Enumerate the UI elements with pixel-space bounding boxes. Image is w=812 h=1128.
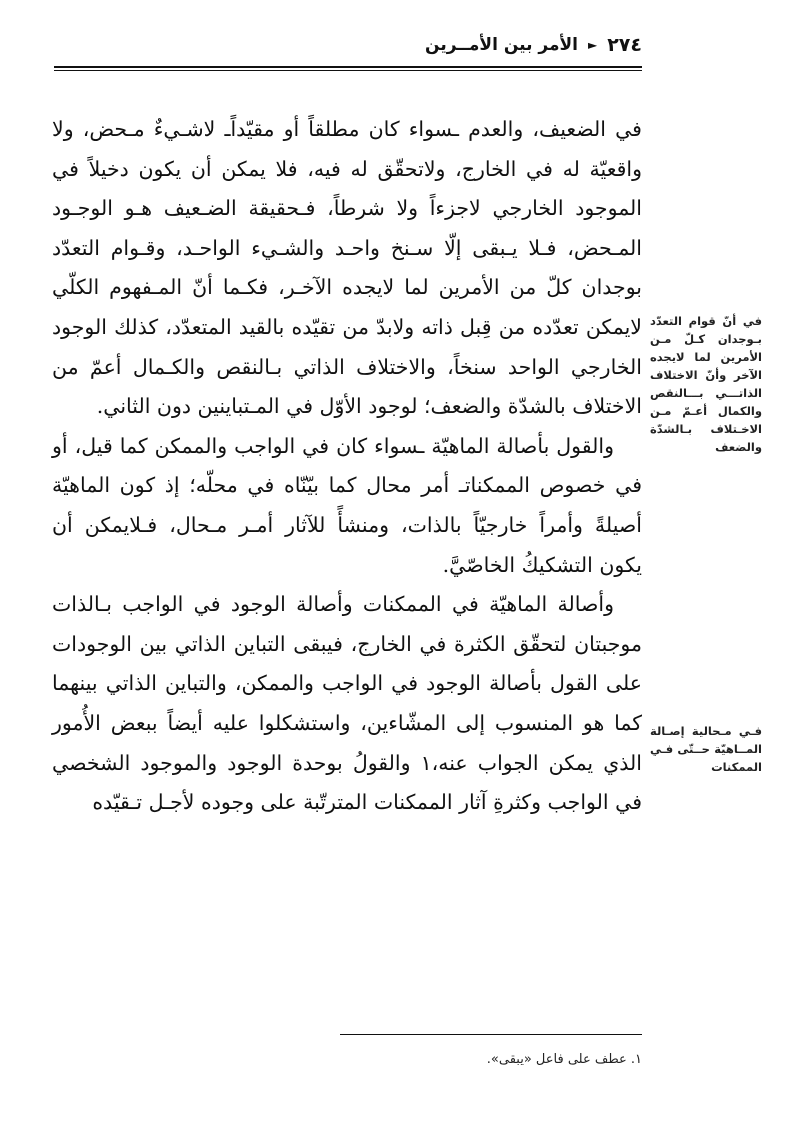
margin-note: فـي مـحالية إصـالة المــاهيّة حــتّى فـي الممكنات bbox=[650, 724, 762, 774]
header-rule bbox=[54, 66, 642, 68]
margin-note: في أنّ قوام التعدّد بـوجدان كـلّ مـن الأمرين لما لايجده الآخر وأنّ الاختلاف الذاتـــي بـــالنقص والكمال أعـمّ مـن الاخـتلاف بـالشدّة والضعف bbox=[650, 314, 762, 454]
footnote-separator bbox=[340, 1034, 642, 1035]
footnote: ١. عطف على فاعل «يبقى». bbox=[486, 1052, 642, 1067]
paragraph: في الضعيف، والعدم ـسواء كان مطلقاً أو مقيّداًـ لاشـيءٌ مـحض، ولا واقعيّة له في الخارج، ولاتحقّق له فيه، فلا يمكن أن يكون دخيلاً في الموجود الخارجي لاجزءاً ولا شرطاً، فـحقيقة الضـعيف هـو الوجـود المـحض، فـلا يـبقى إلّا سـنخ واحـد والشـيء الواحـد، وقـوام التعدّد بوجدان كلّ من الأمرين لما لايجده الآخـر، فكـما أنّ المـفهوم الكلّي لايمكن تعدّده من قِبل ذاته ولابدّ من تقيّده بالقيد المتعدّد، كذلك الوجود الخارجي الواحد سنخاً، والاختلاف الذاتي بـالنقص والكـمال أعمّ من الاختلاف بالشدّة والضعف؛ لوجود الأوّل في المـتباينين دون الثاني. bbox=[52, 117, 642, 419]
paragraph: وأصالة الماهيّة في الممكنات وأصالة الوجود في الواجب بـالذات موجبتان لتحقّق الكثرة في الخارج، فيبقى التباين الذاتي بين الوجودات على القول بأصالة الوجود في الواجب والممكن، والتباين الذاتي بينهما كما هو المنسوب إلى المشّاءين، واستشكلوا عليه أيضاً ببعض الأُمور الذي يمكن الجواب عنه،١ والقولُ بوحدة الوجود والموجود الشخصي في الواجب وكثرةِ آثار الممكنات المترتّبة على وجوده لأجـل تـقيّده bbox=[52, 592, 642, 815]
running-title: الأمر بين الأمــرين bbox=[425, 35, 578, 55]
running-header bbox=[54, 24, 642, 68]
triangle-marker-icon: ► bbox=[587, 38, 598, 52]
header-rule-thin bbox=[54, 70, 642, 71]
paragraph: والقول بأصالة الماهيّة ـسواء كان في الواجب والممكن كما قيل، أو في خصوص الممكناتـ أمر محال كما بيّنّاه في محلّه؛ إذ كون الماهيّة أصيلةً وأمراً خارجيّاً بالذات، ومنشأً للآثار أمـر مـحال، فـلايمكن أن يكون التشكيكُ الخاصّيَّ. bbox=[52, 433, 642, 577]
main-text bbox=[52, 110, 642, 823]
page-number: ٢٧٤ bbox=[607, 34, 642, 56]
